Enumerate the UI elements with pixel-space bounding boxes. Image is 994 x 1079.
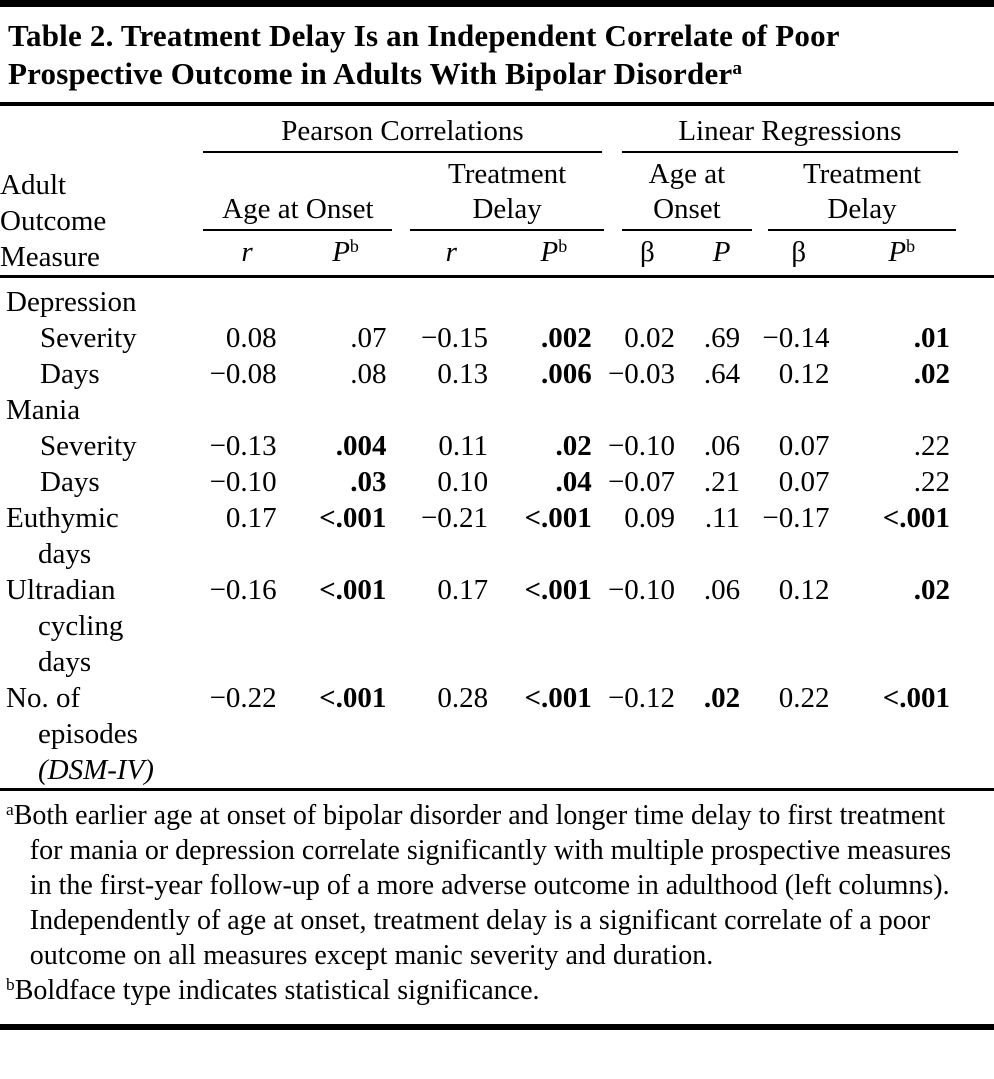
subgroup-label-line: Age at [648, 157, 726, 190]
row-label-line: Depression [6, 285, 137, 318]
row-depression-days [0, 356, 994, 392]
cell: .02 [913, 573, 950, 606]
cell: .04 [555, 465, 592, 498]
row-label-line: No. of [6, 681, 81, 714]
column-header-p-3: P [689, 231, 754, 277]
cell: <.001 [524, 681, 592, 714]
table-title [0, 7, 994, 106]
subgroup-age-at-onset-pearson [203, 153, 400, 231]
subgroup-treatment-delay-pearson [400, 153, 605, 231]
group-label: Linear Regressions [622, 114, 958, 153]
row-label-line: Euthymic [6, 501, 119, 534]
stub-spacer [0, 110, 203, 153]
column-header-p-4: $P^b$ [844, 231, 994, 277]
row-label-line: cycling [38, 609, 124, 642]
empty-cells [203, 392, 994, 428]
footnote-b [6, 973, 952, 1008]
row-label-line: Days [40, 357, 100, 390]
cell: 0.07 [778, 429, 830, 462]
cell: −0.10 [607, 429, 676, 462]
row-no-of-episodes [0, 680, 994, 788]
cell: 0.17 [437, 573, 489, 606]
cell: −0.21 [420, 501, 489, 534]
group-header-pearson-correlations [203, 110, 605, 153]
cell: .11 [704, 501, 741, 534]
cell: −0.17 [762, 501, 830, 534]
cell: <.001 [882, 501, 950, 534]
cell: 0.22 [778, 681, 830, 714]
cell: <.001 [524, 501, 592, 534]
column-header-r-1: r [203, 231, 290, 277]
row-label-line: Severity [40, 429, 137, 462]
cell: 0.28 [437, 681, 489, 714]
footnote-b-text: Boldface type indicates statistical significance. [14, 974, 540, 1006]
cell: .06 [703, 573, 741, 606]
row-label-line-dsm-iv: (DSM-IV) [38, 753, 154, 786]
table-title-line2: Prospective Outcome in Adults With Bipolar Disorder [8, 55, 733, 91]
footnote-a-marker: a [6, 799, 14, 819]
cell: −0.15 [420, 321, 489, 354]
stub-line: Measure [0, 240, 100, 273]
row-label [0, 320, 203, 356]
cell: −0.08 [209, 357, 277, 390]
subgroup-label-line: Delay [472, 192, 542, 225]
cell: .07 [350, 321, 387, 354]
row-mania [0, 392, 994, 428]
row-label-line: episodes [38, 717, 138, 750]
cell: <.001 [319, 681, 387, 714]
footnotes [0, 788, 994, 1020]
cell: .03 [350, 465, 387, 498]
cell: 0.13 [437, 357, 489, 390]
subgroup-label-line: Age at Onset [222, 192, 374, 225]
subgroup-label-line: Treatment [802, 157, 922, 190]
column-header-beta-2: β [754, 231, 843, 277]
subgroup-header-row [0, 153, 994, 231]
row-label-line: Severity [40, 321, 137, 354]
column-header-beta-1: β [606, 231, 689, 277]
cell: .21 [703, 465, 741, 498]
cell: <.001 [524, 573, 592, 606]
column-header-r-2: r [400, 231, 502, 277]
cell: −0.13 [209, 429, 277, 462]
row-label [0, 572, 203, 680]
empty-cells [203, 276, 994, 320]
stub-line: Outcome [0, 204, 107, 237]
cell: 0.12 [778, 357, 830, 390]
cell: −0.14 [762, 321, 830, 354]
subgroup-label-line: Onset [653, 192, 721, 225]
stub-header-adult-outcome-measure [0, 153, 203, 277]
cell: .004 [335, 429, 387, 462]
cell: 0.02 [624, 321, 676, 354]
row-ultradian-cycling-days [0, 572, 994, 680]
cell: −0.10 [209, 465, 277, 498]
row-label-line: Mania [6, 393, 81, 426]
cell: .06 [703, 429, 741, 462]
cell: .002 [540, 321, 592, 354]
row-label [0, 356, 203, 392]
cell: 0.12 [778, 573, 830, 606]
column-header-p-2: $P^b$ [502, 231, 606, 277]
cell: 0.07 [778, 465, 830, 498]
column-header-p-1: $P^b$ [291, 231, 401, 277]
row-mania-severity [0, 428, 994, 464]
row-label-line: Days [40, 465, 100, 498]
cell: −0.07 [607, 465, 676, 498]
group-label: Pearson Correlations [203, 114, 601, 153]
cell: −0.10 [607, 573, 676, 606]
row-label-line: Ultradian [6, 573, 116, 606]
cell: <.001 [319, 501, 387, 534]
footnote-a-text: Both earlier age at onset of bipolar disorder and longer time delay to first treatment for mania or depression correlate significantly with multiple prospective measures in the first-year follow-up of a more adverse outcome in adulthood (left columns). Independently of age at onset, treatment delay is a significant correlate of a poor outcome on all measures except manic severity and duration. [13, 799, 952, 971]
cell: .02 [555, 429, 592, 462]
row-label-line: days [38, 645, 92, 678]
row-label [0, 276, 203, 320]
cell: −0.03 [607, 357, 676, 390]
row-label [0, 464, 203, 500]
row-label [0, 428, 203, 464]
row-depression-severity [0, 320, 994, 356]
row-euthymic-days [0, 500, 994, 572]
cell: .22 [913, 429, 950, 462]
footnote-b-marker: b [6, 974, 15, 994]
subgroup-treatment-delay-regression [754, 153, 994, 231]
cell: .69 [703, 321, 741, 354]
group-header-linear-regressions [606, 110, 994, 153]
data-table [0, 110, 994, 788]
cell: .64 [703, 357, 741, 390]
cell: .006 [540, 357, 592, 390]
footnote-a [6, 798, 952, 973]
subgroup-age-at-onset-regression [606, 153, 754, 231]
cell: 0.10 [437, 465, 489, 498]
row-label [0, 680, 203, 788]
row-depression [0, 276, 994, 320]
stub-line: Adult [0, 168, 67, 201]
cell: .02 [703, 681, 741, 714]
cell: 0.09 [624, 501, 676, 534]
cell: −0.12 [607, 681, 676, 714]
table-title-line1: Table 2. Treatment Delay Is an Independent Correlate of Poor [8, 18, 840, 53]
row-label [0, 392, 203, 428]
row-label-line: days [38, 537, 92, 570]
cell: 0.11 [438, 429, 489, 462]
table-title-superscript: a [732, 58, 743, 80]
cell: .01 [913, 321, 950, 354]
subgroup-label-line: Treatment [448, 157, 567, 190]
row-label [0, 500, 203, 572]
cell: <.001 [882, 681, 950, 714]
cell: .02 [913, 357, 950, 390]
cell: .22 [913, 465, 950, 498]
cell: 0.08 [225, 321, 277, 354]
cell: −0.16 [209, 573, 277, 606]
cell: −0.22 [209, 681, 277, 714]
cell: 0.17 [225, 501, 277, 534]
cell: .08 [350, 357, 387, 390]
subgroup-label-line: Delay [827, 192, 897, 225]
column-group-header-row [0, 110, 994, 153]
cell: <.001 [319, 573, 387, 606]
row-mania-days [0, 464, 994, 500]
